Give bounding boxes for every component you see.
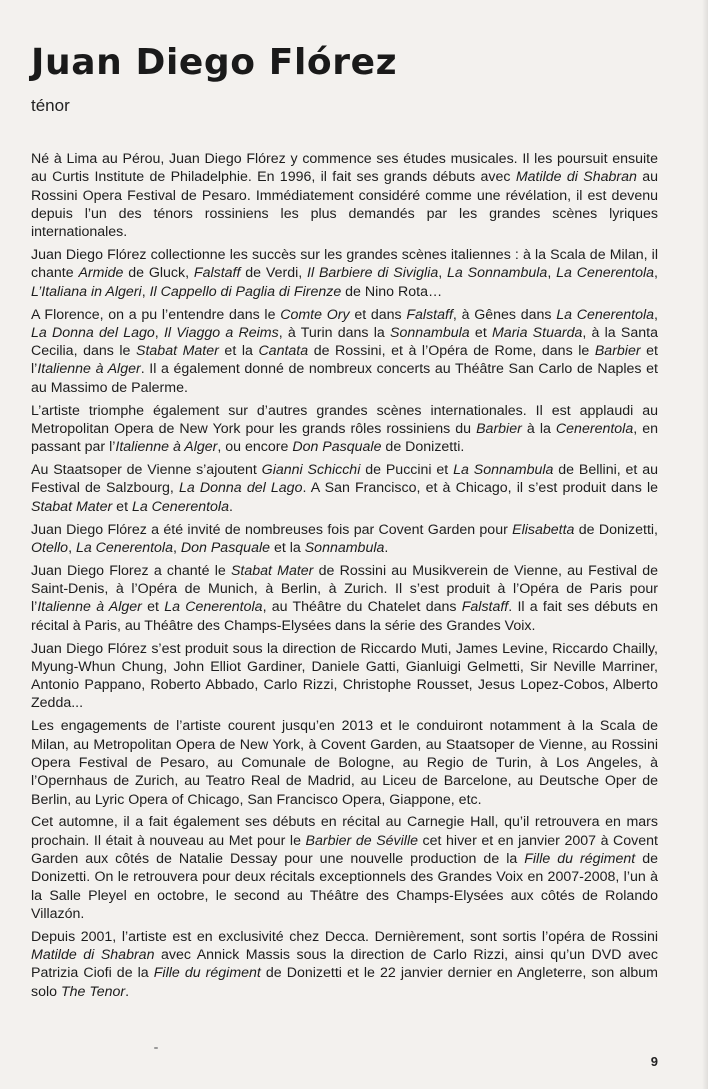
page-edge-shadow — [702, 0, 708, 1089]
work-title-italic: Falstaff — [406, 306, 453, 323]
text-run: A Florence, on a pu l’entendre dans le — [31, 306, 281, 323]
paragraph — [31, 461, 658, 516]
work-title-italic: Barbier de Séville — [305, 832, 418, 849]
work-title-italic: La Cenerentola — [556, 265, 655, 282]
text-run: Au Staatsoper de Vienne s’ajoutent — [31, 462, 262, 479]
page-number: 9 — [650, 1054, 658, 1069]
stray-mark — [154, 1047, 158, 1049]
text-run: Cet automne, il a fait également ses débuts en récital au Carnegie Hall, qu’il retrouvera en mars prochain. Il était à nouveau au Met pour le — [31, 814, 658, 849]
text-run: . Il a fait ses débuts en récital à Paris, au Théâtre des Champs-Elysées dans la série des Grandes Voix. — [31, 599, 658, 634]
text-run: . Il a également donné de nombreux concerts au Théâtre San Carlo de Naples et au Massimo de Palerme. — [31, 361, 658, 396]
work-title-italic: Cantata — [258, 343, 309, 360]
work-title-italic: L’Italiana in Algeri — [31, 283, 142, 300]
text-run: Juan Diego Flórez a été invité de nombreuses fois par Covent Garden pour — [31, 521, 513, 538]
text-run: , — [172, 539, 181, 556]
text-run: . A San Francisco, et à Chicago, il s’est produit dans le — [302, 480, 658, 497]
work-title-italic: Stabat Mater — [31, 498, 113, 515]
text-run: . — [384, 539, 389, 556]
work-title-italic: Armide — [78, 265, 124, 282]
text-run: avec Annick Massis sous la direction de Carlo Rizzi, ainsi qu’un DVD avec Patrizia Ciofi de la — [31, 947, 658, 982]
paragraph — [31, 521, 658, 558]
text-run: et — [141, 599, 165, 616]
work-title-italic: Stabat Mater — [136, 343, 219, 360]
work-title-italic: Barbier — [476, 420, 522, 437]
text-run: . — [125, 983, 130, 1000]
text-run: , au Théâtre du Chatelet dans — [262, 599, 462, 616]
work-title-italic: Italienne à Alger — [115, 439, 218, 456]
work-title-italic: Il Barbiere di Siviglia — [307, 265, 439, 282]
work-title-italic: La Cenerentola — [131, 498, 229, 515]
work-title-italic: Matilde di Shabran — [31, 947, 155, 964]
work-title-italic: Italienne à Alger — [37, 599, 142, 616]
paragraph — [31, 928, 658, 1001]
work-title-italic: Elisabetta — [512, 521, 575, 538]
text-run: de Rossini, et à l’Opéra de Rome, dans le — [308, 343, 595, 360]
work-title-italic: Maria Stuarda — [491, 324, 583, 341]
work-title-italic: La Cenerentola — [556, 306, 655, 323]
text-run: et la — [270, 539, 305, 556]
text-run: de Donizetti et le 22 janvier dernier en Angleterre, son album solo — [31, 965, 658, 1000]
text-run: L’artiste triomphe également sur d’autres grandes scènes internationales. Il est applaudi au Metropolitan Opera de New York pour les grands rôles rossiniens du — [31, 402, 658, 437]
paragraph — [31, 562, 658, 635]
text-run: , à Gênes dans — [452, 306, 557, 323]
page-title: Juan Diego Flórez — [31, 42, 398, 83]
work-title-italic: Il Viaggo a Reims — [163, 324, 279, 341]
work-title-italic: La Sonnambula — [447, 265, 548, 282]
text-run: , — [438, 265, 448, 282]
text-run: , — [68, 539, 76, 556]
work-title-italic: Matilde di Shabran — [515, 169, 637, 186]
work-title-italic: Falstaff — [461, 599, 509, 616]
text-run: Né à Lima au Pérou, Juan Diego Flórez y commence ses études musicales. Il les poursuit ensuite au Curtis Institute de Philadelphie. En 1996, il fait ses grands débuts avec — [31, 151, 658, 186]
text-run: et l’ — [31, 343, 658, 378]
text-run: , à Turin dans la — [278, 324, 391, 341]
text-run: de Gluck, — [123, 265, 194, 282]
text-run: à la — [521, 420, 556, 437]
text-run: , — [654, 306, 658, 323]
text-run: Depuis 2001, l’artiste est en exclusivité chez Decca. Dernièrement, sont sortis l’opéra de Rossini — [31, 928, 658, 945]
work-title-italic: La Sonnambula — [453, 462, 554, 479]
work-title-italic: Don Pasquale — [292, 439, 382, 456]
work-title-italic: Stabat Mater — [230, 562, 314, 579]
work-title-italic: Sonnambula — [390, 324, 470, 341]
text-run: et — [112, 498, 132, 515]
text-run: . — [228, 498, 233, 515]
paragraph — [31, 640, 658, 713]
work-title-italic: Sonnambula — [304, 539, 385, 556]
paragraph — [31, 717, 658, 808]
text-run: et dans — [349, 306, 407, 323]
text-run: de Donizetti, — [574, 521, 658, 538]
text-run: de Donizetti. On le retrouvera pour deux récitals exceptionnels des Grandes Voix en 2007-2008, l’un à la Salle Pleyel en octobre, le second au Théâtre des Champs-Elysées aux côtés de Rolando Villazón. — [31, 851, 658, 922]
text-run: , — [654, 265, 658, 282]
text-run: et la — [218, 343, 259, 360]
paragraph — [31, 150, 658, 241]
work-title-italic: Don Pasquale — [180, 539, 271, 556]
work-title-italic: Cenerentola — [555, 420, 634, 437]
work-title-italic: Fille du régiment — [153, 965, 261, 982]
text-run: au Rossini Opera Festival de Pesaro. Immédiatement considéré comme une révélation, il est devenu depuis l’un des ténors rossiniens les plus demandés par les grandes scènes lyriques internationales. — [31, 169, 658, 241]
work-title-italic: La Donna del Lago — [178, 480, 303, 497]
text-run: de Bellini, et au Festival de Salzbourg, — [31, 462, 658, 497]
paragraph — [31, 246, 658, 301]
text-run: , à la Santa Cecilia, dans le — [31, 324, 658, 360]
text-run: , — [547, 265, 557, 282]
text-run: et — [469, 324, 492, 341]
text-run: de Donizetti. — [381, 439, 465, 456]
work-title-italic: Falstaff — [193, 265, 241, 282]
text-run: , en passant par l’ — [31, 420, 659, 456]
work-title-italic: Il Cappello di Paglia di Firenze — [149, 283, 342, 300]
work-title-italic: La Cenerentola — [164, 599, 263, 616]
work-title-italic: Italienne à Alger — [37, 361, 141, 378]
work-title-italic: Fille du régiment — [524, 851, 636, 868]
work-title-italic: La Cenerentola — [75, 539, 173, 556]
work-title-italic: Comte Ory — [280, 306, 350, 323]
text-run: de Rossini au Musikverein de Vienne, au Festival de Saint-Denis, à l’Opéra de Munich, à Berlin, à Zurich. Il s’est produit à l’Opéra de Paris pour l’ — [31, 562, 658, 616]
work-title-italic: Otello — [31, 539, 69, 556]
text-run: , — [154, 324, 164, 341]
work-title-italic: La Donna del Lago — [31, 324, 155, 341]
text-run: cet hiver et en janvier 2007 à Covent Garden aux côtés de Natalie Dessay pour une nouvelle production de la — [31, 832, 658, 868]
text-run: , ou encore — [217, 439, 293, 456]
work-title-italic: The Tenor — [60, 983, 126, 1000]
text-run: Juan Diego Florez a chanté le — [31, 562, 231, 579]
paragraph — [31, 402, 658, 457]
work-title-italic: Gianni Schicchi — [261, 462, 361, 479]
text-run: de Verdi, — [240, 265, 308, 282]
text-run: Juan Diego Flórez s’est produit sous la direction de Riccardo Muti, James Levine, Riccardo Chailly, Myung-Whun Chung, John Elliot Gardiner, Daniele Gatti, Gianluigi Gelmetti, Sir Neville Marriner, Antonio Pappano, Roberto Abbado, Carlo Rizzi, Christophe Rousset, Jesus Lopez-Cobos, Alberto Zedda... — [31, 640, 658, 712]
text-run: , — [141, 283, 150, 300]
biography-text — [31, 150, 658, 1006]
text-run: de Nino Rota… — [341, 283, 443, 300]
voice-type-subtitle: ténor — [31, 96, 70, 115]
paragraph — [31, 306, 658, 397]
text-run: Les engagements de l’artiste courent jusqu’en 2013 et le conduiront notamment à la Scala de Milan, au Metropolitan Opera de New York, à Covent Garden, au Staatsoper de Vienne, au Rossini Opera Festival de Pesaro, au Comunale de Bologne, au Regio de Turin, à Los Angeles, à l’Opernhaus de Zurich, au Teatro Real de Madrid, au Liceu de Barcelone, au Deutsche Oper de Berlin, au Lyric Opera of Chicago, San Francisco Opera, Giappone, etc. — [31, 718, 658, 808]
work-title-italic: Barbier — [594, 343, 641, 360]
paragraph — [31, 813, 658, 923]
text-run: Juan Diego Flórez collectionne les succès sur les grandes scènes italiennes : à la Scala de Milan, il chante — [31, 247, 658, 282]
text-run: de Puccini et — [360, 462, 454, 479]
